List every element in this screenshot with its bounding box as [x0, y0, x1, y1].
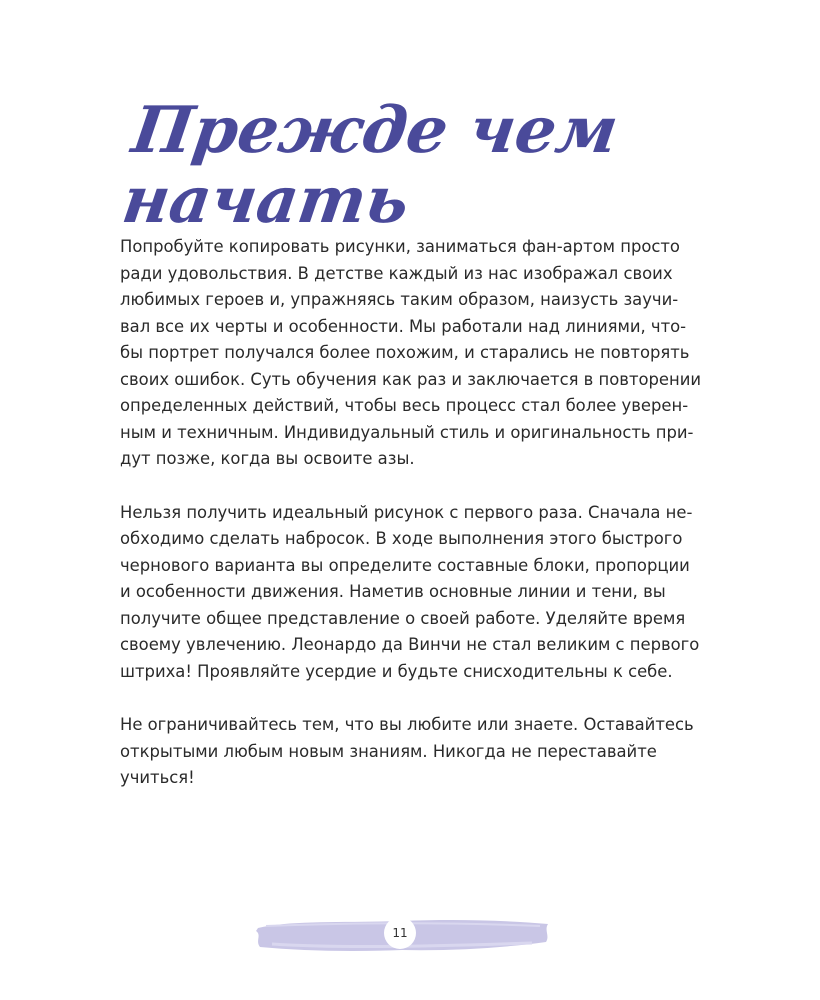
- page-number: 11: [384, 917, 416, 949]
- text-line: обходимо сделать набросок. В ходе выполнения этого быстрого: [120, 529, 683, 548]
- text-line: учиться!: [120, 768, 195, 787]
- text-line: Попробуйте копировать рисунки, заниматься фан-артом просто: [120, 237, 680, 256]
- paragraph-2: [120, 500, 700, 686]
- text-line: Нельзя получить идеальный рисунок с первого раза. Сначала не-: [120, 502, 693, 522]
- text-line: штриха! Проявляйте усердие и будьте снисходительны к себе.: [120, 661, 673, 681]
- paragraph-1: [120, 234, 702, 473]
- text-line: Не ограничивайтесь тем, что вы любите или знаете. Оставайтесь: [120, 715, 694, 734]
- text-line: чернового варианта вы определите составные блоки, пропорции: [120, 555, 690, 575]
- text-line: любимых героев и, упражняясь таким образом, наизусть заучи-: [120, 290, 679, 309]
- text-line: открытыми любым новым знаниям. Никогда не переставайте: [120, 741, 657, 761]
- text-line: и особенности движения. Наметив основные линии и тени, вы: [120, 582, 666, 601]
- text-line: получите общее представление о своей работе. Уделяйте время: [120, 608, 686, 628]
- page-title: Прежде чем начать: [117, 93, 623, 239]
- text-line: своему увлечению. Леонардо да Винчи не стал великим с первого: [120, 635, 700, 654]
- text-line: бы портрет получался более похожим, и старались не повторять: [120, 343, 690, 362]
- text-line: вал все их черты и особенности. Мы работали над линиями, что-: [120, 316, 687, 336]
- text-line: ради удовольствия. В детстве каждый из нас изображал своих: [120, 263, 673, 283]
- body-text: [120, 234, 702, 819]
- text-line: ным и техничным. Индивидуальный стиль и оригинальность при-: [120, 422, 694, 442]
- text-line: дут позже, когда вы освоите азы.: [120, 449, 415, 468]
- paragraph-3: [120, 712, 694, 792]
- text-line: своих ошибок. Суть обучения как раз и заключается в повторении: [120, 369, 702, 389]
- text-line: определенных действий, чтобы весь процесс стал более уверен-: [120, 396, 689, 415]
